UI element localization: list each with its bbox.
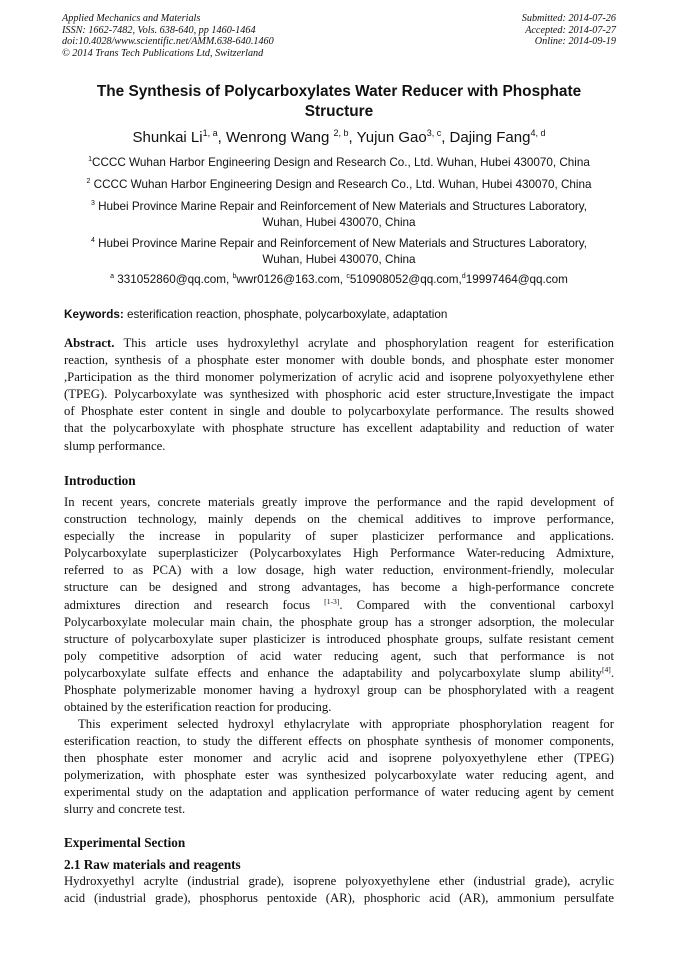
title-line: The Synthesis of Polycarboxylates Water Reducer with Phosphate <box>96 83 582 100</box>
section-heading-experimental: Experimental Section <box>64 835 186 850</box>
affiliation-1: $^1$CCCC Wuhan Harbor Engineering Design and Research Co., Ltd. Wuhan, Hubei 430070, China <box>88 156 590 169</box>
submission-dates <box>416 13 616 48</box>
author-sup: 4, d <box>530 128 546 138</box>
abstract: Abstract. This article uses hydroxylethyl acrylate and phosphorylation reagent for esterification reaction, synthesis of a phosphate ester monomer with double bonds, and phosphate ester monomer ,Participation as the third monomer polymerization of acrylic acid and isoprene polyoxyethylene ether (TPEG). Polycarboxylate was synthesized with phosphoric acid ester structure,Investigate the impact of Phosphate ester content in single and double to polycarboxylate performance. The results showed that the polycarboxylate with phosphate structure has excellent adaptability and reduction of water slump performance. <box>64 336 614 453</box>
author-sup: 2, b <box>333 128 349 138</box>
author-sup: 3, c <box>426 128 442 138</box>
author-list: Shunkai Li$^{1, a}$, Wenrong Wang $^{2, b}$, Yujun Gao$^{3, c}$, Dajing Fang$^{4, d}$ <box>132 128 546 146</box>
email-link[interactable]: 510908052@qq.com, <box>349 273 462 286</box>
author-name: Yujun Gao <box>356 129 427 146</box>
keywords-label: Keywords: <box>64 308 124 321</box>
author-name: Dajing Fang <box>449 129 531 146</box>
author-sup: 1, a <box>202 128 218 138</box>
email-link[interactable]: 19997464@qq.com <box>465 273 568 286</box>
issn-line: ISSN: 1662-7482, Vols. 638-640, pp 1460-1464 <box>62 24 256 36</box>
raw-materials-text: Hydroxyethyl acrylte (industrial grade), isoprene polyoxyethylene ether (industrial grade), acrylic acid (industrial grade), phosphorus pentoxide (AR), phosphoric acid (AR), ammonium persulfate <box>64 874 614 906</box>
email-link[interactable]: wwr0126@163.com, <box>236 273 347 286</box>
journal-name: Applied Mechanics and Materials <box>62 13 201 24</box>
journal-info <box>62 13 422 59</box>
introduction-paragraph-1: In recent years, concrete materials greatly improve the performance and the rapid development of construction technology, mainly depends on the chemical additives to improve performance, especially the increase in popularity of super plasticizer performance and applications. Polycarboxylate superplasticizer (Polycarboxylates High Performance Water-reducing Admixture, referred to as PCA) with a low dosage, high water reduction, environment-friendly, molecular structure can be designed and strong advantages, has become a high-performance concrete admixtures direction and research focus [1-3]. Compared with the conventional carboxyl Polycarboxylate molecular main chain, the phosphate group has a stronger adsorption, the molecular structure of polycarboxylate super plasticizer is introduced phosphate groups, sulfate resistant cement poly competitive adsorption of acid water reducing agent, such that performance is not polycarboxylate sulfate effects and enhance the adaptability and polycarboxylate slump ability[4]. Phosphate polymerizable monomer having a hydroxyl group can be phosphorylated with a reagent obtained by the esterification reaction for producing. <box>64 495 614 715</box>
affiliation-2: $^2$ CCCC Wuhan Harbor Engineering Design and Research Co., Ltd. Wuhan, Hubei 430070, China <box>86 178 592 191</box>
abstract-label: Abstract. <box>64 336 115 350</box>
online-date: Online: 2014-09-19 <box>534 36 616 48</box>
subsection-heading-raw-materials: 2.1 Raw materials and reagents <box>64 857 241 872</box>
accepted-date: Accepted: 2014-07-27 <box>525 24 616 36</box>
introduction-paragraph-2: This experiment selected hydroxyl ethylacrylate with appropriate phosphorylation reagent for esterification reaction, to study the different effects on phosphate synthesis of monomer components, then phosphate ester monomer and acrylic acid and isoprene polyoxyethylene ether (TPEG) polymerization, with phosphate ester was synthesized polycarboxylate water reducing agent, and experimental study on the adaptation and application performance of water reducing agent by cement slurry and concrete test. <box>64 717 614 817</box>
section-heading-introduction: Introduction <box>64 473 136 488</box>
title-line: Structure <box>304 103 374 120</box>
author-name: Wenrong Wang <box>225 129 334 146</box>
copyright-line: © 2014 Trans Tech Publications Ltd, Switzerland <box>62 47 264 59</box>
keywords <box>64 307 624 322</box>
citation: [1-3] <box>324 596 340 606</box>
affiliation-4: $^4$ Hubei Province Marine Repair and Reinforcement of New Materials and Structures Laboratory, Wuhan, Hubei 430070, China <box>90 237 588 266</box>
keywords-text: esterification reaction, phosphate, polycarboxylate, adaptation <box>123 308 448 321</box>
email-list: $^a$ 331052860@qq.com, $^b$wwr0126@163.com, $^c$510908052@qq.com,$^d$19997464@qq.com <box>110 273 568 286</box>
email-link[interactable]: 331052860@qq.com, <box>117 273 233 286</box>
author-name: Shunkai Li <box>132 129 203 146</box>
doi-line: doi:10.4028/www.scientific.net/AMM.638-640.1460 <box>62 36 274 48</box>
affiliation-3: $^3$ Hubei Province Marine Repair and Reinforcement of New Materials and Structures Laboratory, Wuhan, Hubei 430070, China <box>90 200 588 229</box>
citation: [4] <box>601 664 611 674</box>
paper-title <box>70 82 608 122</box>
submitted-date: Submitted: 2014-07-26 <box>521 13 616 24</box>
